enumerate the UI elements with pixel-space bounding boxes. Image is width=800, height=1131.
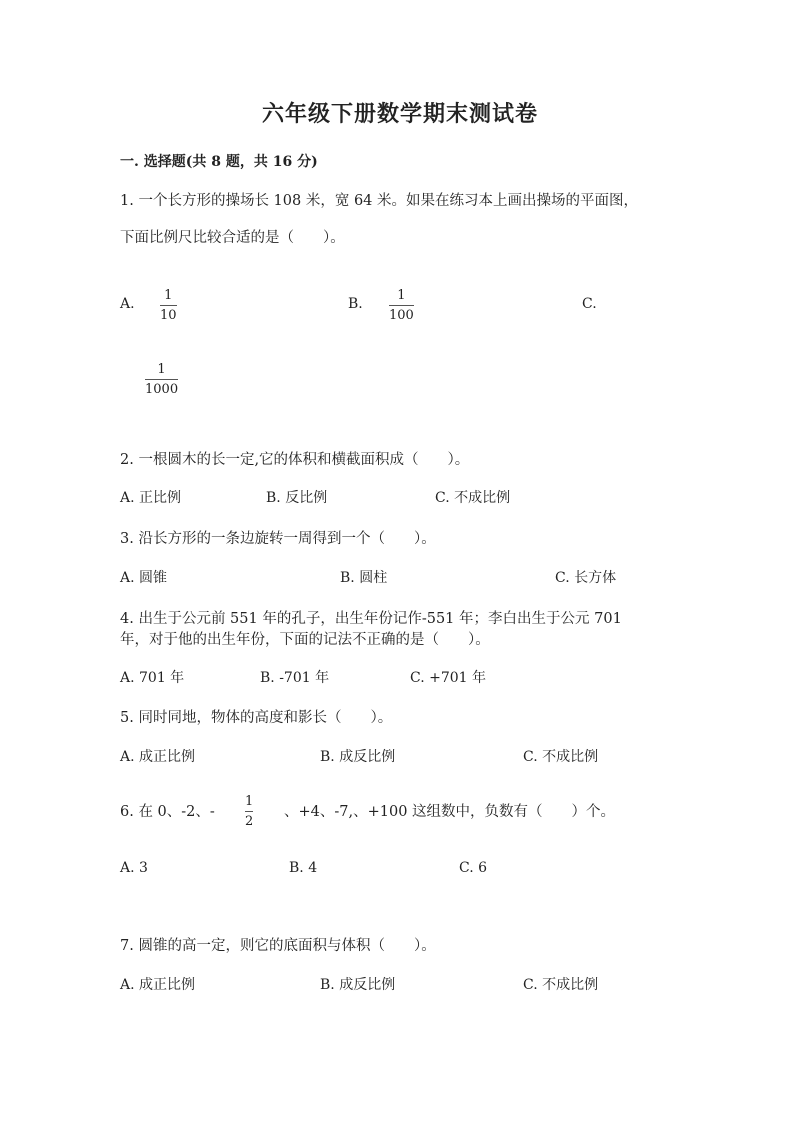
- question-text: 1. 一个长方形的操场长 108 米，宽 64 米。如果在练习本上画出操场的平面图，: [120, 193, 639, 209]
- option-a: A. 3: [120, 860, 148, 876]
- question-text: 2. 一根圆木的长一定,它的体积和横截面积成（ ）。: [120, 452, 470, 468]
- option-c: C. 6: [459, 860, 488, 876]
- option-c-fraction: [145, 362, 178, 397]
- option-b: B. 成反比例: [320, 749, 396, 765]
- fraction-bar: [160, 305, 177, 306]
- option-a: A. 正比例: [120, 490, 182, 506]
- option-a-label: A.: [120, 296, 135, 312]
- question-text: 4. 出生于公元前 551 年的孔子，出生年份记作-551 年；李白出生于公元 701: [120, 611, 622, 627]
- option-b-label: B.: [348, 296, 363, 312]
- fraction-numerator: 1: [397, 288, 406, 303]
- question-text: 7. 圆锥的高一定，则它的底面积与体积（ ）。: [120, 938, 436, 954]
- option-a: A. 701 年: [120, 670, 185, 686]
- option-b: B. 成反比例: [320, 977, 396, 993]
- option-b: B. 反比例: [266, 490, 328, 506]
- option-a: A. 圆锥: [120, 570, 168, 586]
- question-text: 下面比例尺比较合适的是（ ）。: [120, 230, 345, 246]
- option-b: B. -701 年: [260, 670, 330, 686]
- option-b: B. 圆柱: [340, 570, 388, 586]
- fraction-denominator: 2: [245, 814, 254, 829]
- option-c: C. 不成比例: [523, 749, 599, 765]
- option-c: C. 长方体: [555, 570, 617, 586]
- fraction-denominator: 100: [389, 308, 414, 323]
- fraction-bar: [389, 305, 414, 306]
- option-c: C. +701 年: [410, 670, 487, 686]
- option-c: C. 不成比例: [523, 977, 599, 993]
- option-a: A. 成正比例: [120, 749, 196, 765]
- question-text: 3. 沿长方形的一条边旋转一周得到一个（ ）。: [120, 531, 436, 547]
- option-c: C. 不成比例: [435, 490, 511, 506]
- question-text: 年，对于他的出生年份，下面的记法不正确的是（ ）。: [120, 632, 490, 648]
- fraction-denominator: 10: [160, 308, 177, 323]
- fraction-numerator: 1: [157, 362, 166, 377]
- fraction-denominator: 1000: [145, 382, 179, 397]
- option-c-label: C.: [582, 296, 597, 312]
- section-heading: 一. 选择题(共 8 题，共 16 分): [120, 154, 318, 170]
- option-a: A. 成正比例: [120, 977, 196, 993]
- fraction-bar: [245, 811, 253, 812]
- question-text: 5. 同时同地，物体的高度和影长（ ）。: [120, 710, 393, 726]
- page-title: 六年级下册数学期末测试卷: [261, 101, 538, 127]
- fraction-numerator: 1: [164, 288, 173, 303]
- question-fraction: [245, 794, 253, 829]
- option-a-fraction: [160, 288, 177, 323]
- fraction-bar: [145, 379, 178, 380]
- option-b: B. 4: [289, 860, 318, 876]
- fraction-numerator: 1: [245, 794, 254, 809]
- option-b-fraction: [389, 288, 414, 323]
- question-text-prefix: 6. 在 0、-2、-: [120, 804, 215, 820]
- question-text-suffix: 、+4、-7,、+100 这组数中，负数有（ ）个。: [284, 804, 616, 820]
